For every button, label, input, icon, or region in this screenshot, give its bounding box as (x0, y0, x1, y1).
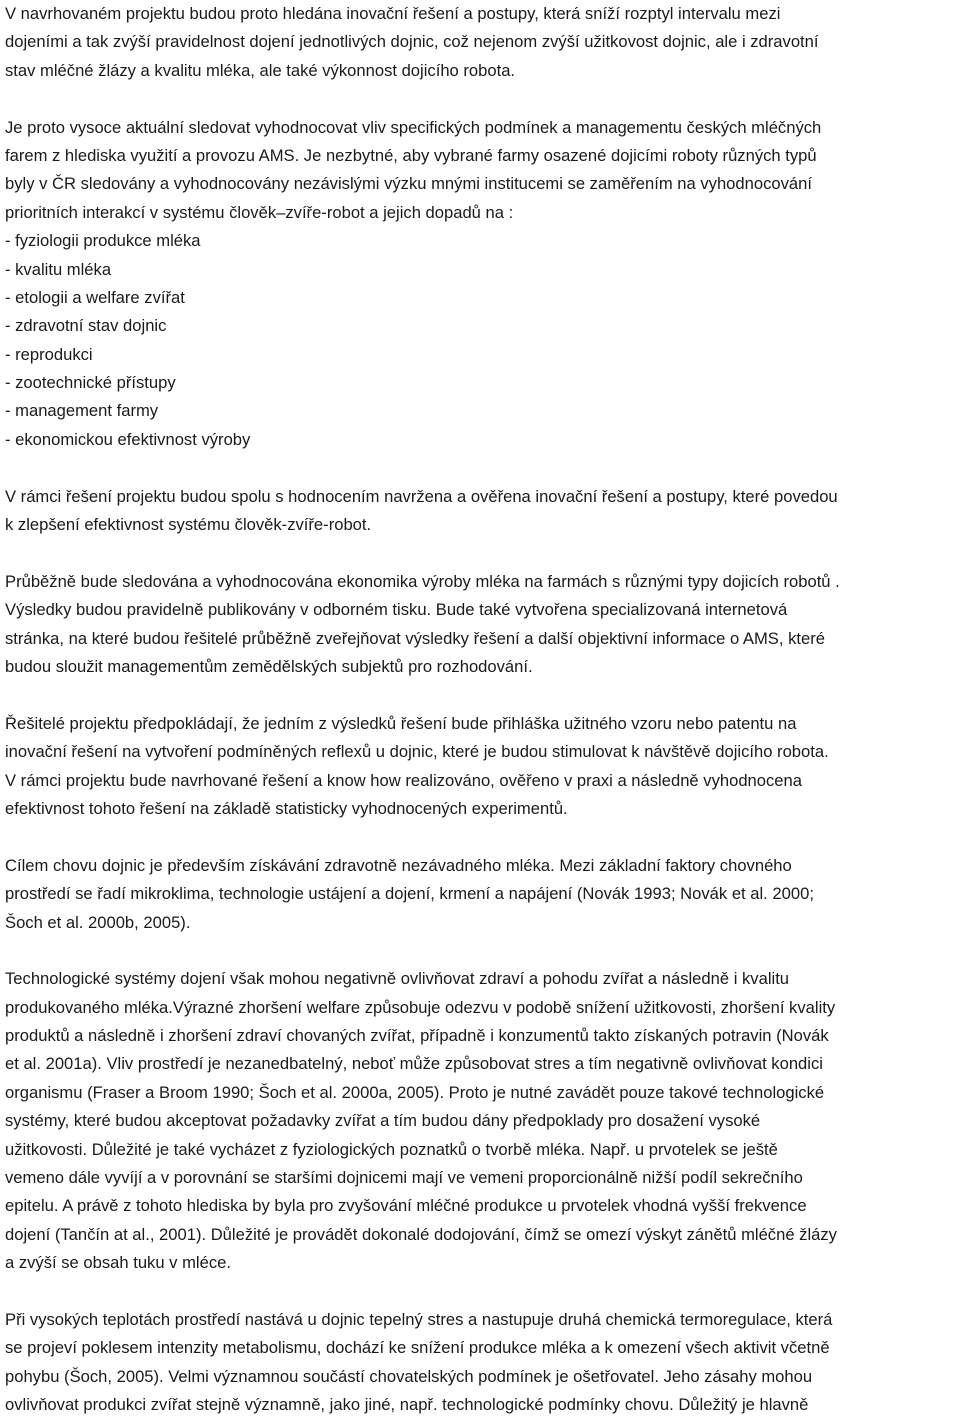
text-line: efektivnost tohoto řešení na základě statisticky vyhodnocených experimentů. (5, 798, 568, 818)
paragraph-spacer (5, 823, 957, 851)
text-line: dojeními a tak zvýší pravidelnost dojení jednotlivých dojnic, což nejenom zvýší užitkovost dojnic, ale i zdravotní (5, 32, 819, 52)
paragraph-ams-monitoring (5, 114, 957, 455)
text-line: stránka, na které budou řešitelé průběžně zveřejňovat výsledky řešení a další objektivní informace o AMS, které (5, 628, 825, 648)
text-line: Výsledky budou pravidelně publikovány v odborném tisku. Bude také vytvořena specializovaná internetová (5, 600, 788, 620)
paragraph-milking-technology-welfare (5, 965, 957, 1277)
text-line: farem z hlediska využití a provozu AMS. Je nezbytné, aby vybrané farmy osazené dojicími roboty různých typů (5, 145, 817, 165)
text-line: ovlivňovat produkci zvířat stejně významně, jako jiné, např. technologické podmínky chovu. Důležitý je hlavně (5, 1395, 809, 1415)
text-line: dojení (Tančín at al., 2001). Důležité je provádět dokonalé dodojování, čímž se omezí výskyt zánětů mléčné žlázy (5, 1224, 837, 1244)
paragraph-breeding-goal (5, 852, 957, 937)
text-line: Průběžně bude sledována a vyhodnocována ekonomika výroby mléka na farmách s různými typy dojicích robotů . (5, 571, 840, 591)
document-page (5, 0, 957, 1420)
text-line: produkovaného mléka.Výrazné zhoršení welfare způsobuje odezvu v podobě snížení užitkovosti, zhoršení kvality (5, 997, 836, 1017)
text-line: et al. 2001a). Vliv prostředí je nezanedbatelný, neboť může způsobovat stres a tím negativně ovlivňovat kondici (5, 1054, 823, 1074)
text-line: pohybu (Šoch, 2005). Velmi významnou součástí chovatelských podmínek je ošetřovatel. Jeho zásahy mohou (5, 1366, 813, 1386)
text-line: byly v ČR sledovány a vyhodnocovány nezávislými výzku mnými institucemi se zaměřením na vyhodnocování (5, 174, 812, 194)
text-line: organismu (Fraser a Broom 1990; Šoch et al. 2000a, 2005). Proto je nutné zavádět pouze takové technologické (5, 1082, 825, 1102)
text-line: inovační řešení na vytvoření podmíněných reflexů u dojnic, které je budou stimulovat k návštěvě dojicího robota. (5, 742, 829, 762)
text-line: V navrhovaném projektu budou proto hledána inovační řešení a postupy, která sníží rozptyl intervalu mezi (5, 4, 781, 23)
paragraph-patent-expectation (5, 710, 957, 824)
paragraph-spacer (5, 85, 957, 113)
text-line: produktů a následně i zhoršení zdraví chovaných zvířat, případně i konzumentů takto získaných potravin (Novák (5, 1026, 829, 1046)
text-line: V rámci řešení projektu budou spolu s hodnocením navržena a ověřena inovační řešení a postupy, které povedou (5, 486, 838, 506)
paragraph-spacer (5, 681, 957, 709)
text-line: se projeví poklesem intenzity metabolismu, dochází ke snížení produkce mléka a k omezení všech aktivit včetně (5, 1338, 830, 1358)
text-line: Šoch et al. 2000b, 2005). (5, 912, 191, 932)
paragraph-spacer (5, 937, 957, 965)
list-item: - kvalitu mléka (5, 259, 112, 279)
text-line: Je proto vysoce aktuální sledovat vyhodnocovat vliv specifických podmínek a managementu českých mléčných (5, 117, 822, 137)
list-item: - reprodukci (5, 344, 93, 364)
text-line: Technologické systémy dojení však mohou negativně ovlivňovat zdraví a pohodu zvířat a následně i kvalitu (5, 969, 790, 989)
list-item: - management farmy (5, 401, 159, 421)
paragraph-spacer (5, 454, 957, 482)
list-item: - fyziologii produkce mléka (5, 231, 201, 251)
paragraph-spacer (5, 1278, 957, 1306)
list-item: - zdravotní stav dojnic (5, 316, 167, 336)
text-line: k zlepšení efektivnost systému člověk-zvíře-robot. (5, 515, 372, 535)
text-line: V rámci projektu bude navrhované řešení a know how realizováno, ověřeno v praxi a následně vyhodnocena (5, 770, 802, 790)
text-line: budou sloužit managementům zemědělských subjektů pro rozhodování. (5, 656, 533, 676)
text-line: a zvýší se obsah tuku v mléce. (5, 1253, 231, 1273)
paragraph-robot-milking-intervals (5, 0, 957, 85)
list-item: - ekonomickou efektivnost výroby (5, 429, 251, 449)
paragraph-innovation-solutions (5, 483, 957, 540)
text-line: Cílem chovu dojnic je především získávání zdravotně nezávadného mléka. Mezi základní faktory chovného (5, 855, 792, 875)
list-item: - etologii a welfare zvířat (5, 287, 185, 307)
text-line: stav mléčné žlázy a kvalitu mléka, ale také výkonnost dojicího robota. (5, 60, 516, 80)
text-line: systémy, které budou akceptovat požadavky zvířat a tím budou dány předpoklady pro dosažení vysoké (5, 1111, 761, 1131)
paragraph-economics-publication (5, 568, 957, 682)
paragraph-heat-stress (5, 1306, 957, 1420)
text-line: Při vysokých teplotách prostředí nastává u dojnic tepelný stres a nastupuje druhá chemická termoregulace, která (5, 1309, 833, 1329)
text-line: Řešitelé projektu předpokládají, že jedním z výsledků řešení bude přihláška užitného vzoru nebo patentu na (5, 713, 797, 733)
text-line: epitelu. A právě z tohoto hlediska by byla pro zvyšování mléčné produkce u prvotelek vhodná vyšší frekvence (5, 1196, 807, 1216)
text-line: prostředí se řadí mikroklima, technologie ustájení a dojení, krmení a napájení (Novák 1993; Novák et al. 2000; (5, 884, 814, 904)
paragraph-spacer (5, 539, 957, 567)
text-line: užitkovosti. Důležité je také vycházet z fyziologických poznatků o tvorbě mléka. Např. u prvotelek se ještě (5, 1139, 778, 1159)
list-item: - zootechnické přístupy (5, 373, 176, 393)
text-line: vemeno dále vyvíjí a v porovnání se staršími dojnicemi mají ve vemeni proporcionálně nižší podíl sekrečního (5, 1168, 803, 1188)
text-line: prioritních interakcí v systému člověk–zvíře-robot a jejich dopadů na : (5, 202, 514, 222)
